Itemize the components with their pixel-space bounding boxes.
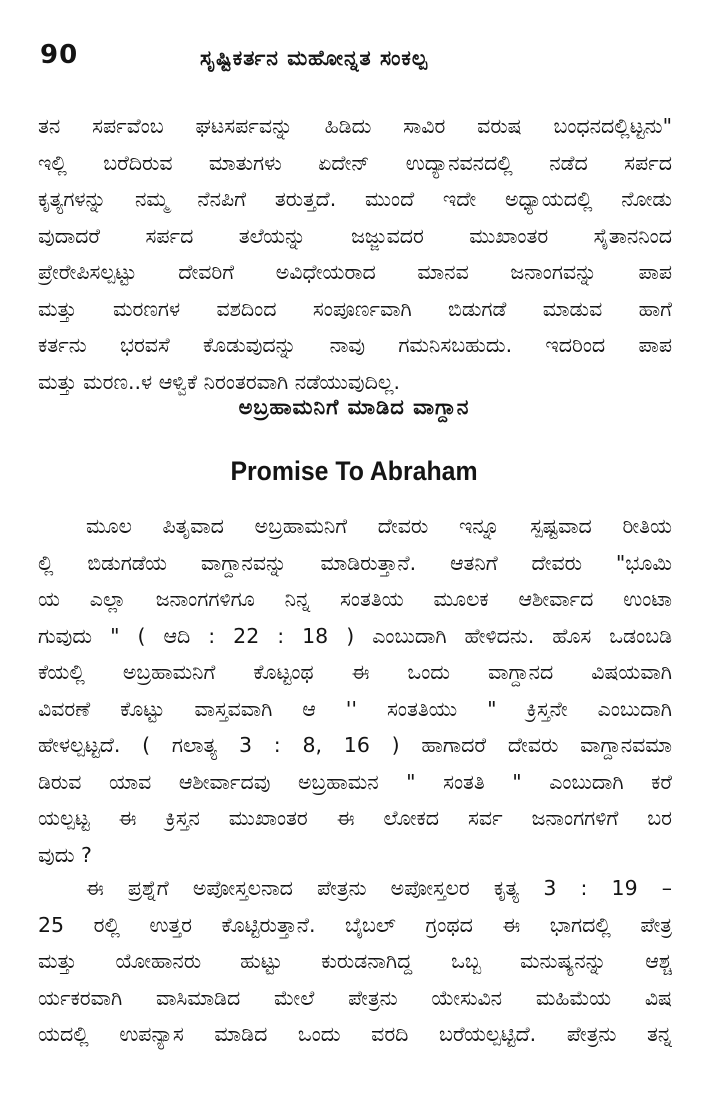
text-line: ಹೇಳಲ್ಪಟ್ಟದೆ. ( ಗಲಾತ್ಯ 3 : 8, 16 ) ಹಾಗಾದರೆ ದೇವರು ವಾಗ್ದಾನವಮಾ (38, 733, 672, 757)
text-line: ಈ ಪ್ರಶ್ನೆಗೆ ಅಪೋಸ್ತಲನಾದ ಪೇತ್ರನು ಅಪೋಸ್ತಲರ ಕೃತ್ಯ 3 : 19 – (86, 876, 672, 900)
text-line: ರ್ಯಕರವಾಗಿ ವಾಸಿಮಾಡಿದ ಮೇಲೆ ಪೇತ್ರನು ಯೇಸುವಿನ ಮಹಿಮೆಯ ವಿಷ (38, 985, 672, 1010)
section-heading-kannada: ಅಬ್ರಹಾಮನಿಗೆ ಮಾಡಿದ ವಾಗ್ದಾನ (238, 395, 470, 419)
text-line: ಯ ಎಲ್ಲಾ ಜನಾಂಗಗಳಿಗೂ ನಿನ್ನ ಸಂತತಿಯ ಮೂಲಕ ಆಶೀರ್ವಾದ ಉಂಟಾ (38, 587, 672, 611)
running-title: ಸೃಷ್ಟಿಕರ್ತನ ಮಹೋನ್ನತ ಸಂಕಲ್ಪ (200, 46, 429, 70)
text-line: ಡಿರುವ ಯಾವ ಆಶೀರ್ವಾದವು ಅಬ್ರಹಾಮನ " ಸಂತತಿ " ಎಂಬುದಾಗಿ ಕರೆ (38, 769, 672, 794)
text-line: ಗುವುದು " ( ಆದಿ : 22 : 18 ) ಎಂಬುದಾಗಿ ಹೇಳಿದನು. ಹೊಸ ಒಡಂಬಡಿ (38, 623, 672, 648)
page-number: 90 (40, 40, 79, 70)
text-line: ಕರ್ತನು ಭರವಸೆ ಕೊಡುವುದನ್ನು ನಾವು ಗಮನಿಸಬಹುದು. ಇದರಿಂದ ಪಾಪ (38, 333, 672, 357)
text-line: ಮತ್ತು ಯೋಹಾನರು ಹುಟ್ಟು ಕುರುಡನಾಗಿದ್ದ ಒಬ್ಬ ಮನುಷ್ಯನನ್ನು ಆಶ್ಚ (38, 949, 672, 973)
paragraph-1 (38, 108, 672, 400)
text-line: ಯಲ್ಪಟ್ಟ ಈ ಕ್ರಿಸ್ತನ ಮುಖಾಂತರ ಈ ಲೋಕದ ಸರ್ವ ಜನಾಂಗಗಳಿಗೆ ಬರ (38, 806, 672, 830)
paragraph-3 (38, 870, 672, 1053)
text-line: ತನ ಸರ್ಪವೆಂಬ ಘಟಸರ್ಪವನ್ನು ಹಿಡಿದು ಸಾವಿರ ವರುಷ ಬಂಧನದಲ್ಲಿಟ್ಟನು" (38, 114, 672, 138)
page-header (40, 40, 670, 80)
paragraph-2 (38, 508, 672, 873)
text-line: 25 ರಲ್ಲಿ ಉತ್ತರ ಕೊಟ್ಟಿರುತ್ತಾನೆ. ಬೈಬಲ್ ಗ್ರಂಥದ ಈ ಭಾಗದಲ್ಲಿ ಪೇತ್ರ (38, 912, 672, 937)
text-line: ಮತ್ತು ಮರಣಗಳ ವಶದಿಂದ ಸಂಪೂರ್ಣವಾಗಿ ಬಿಡುಗಡೆ ಮಾಡುವ ಹಾಗೆ (38, 296, 672, 321)
text-line: ವುದಾದರೆ ಸರ್ಪದ ತಲೆಯನ್ನು ಜಜ್ಜುವದರ ಮುಖಾಂತರ ಸೈತಾನನಿಂದ (38, 223, 672, 248)
text-line: ಕೃತ್ಯಗಳನ್ನು ನಮ್ಮ ನೆನಪಿಗೆ ತರುತ್ತದೆ. ಮುಂದೆ ಇದೇ ಅಧ್ಯಾಯದಲ್ಲಿ ನೋಡು (38, 187, 672, 211)
text-line: ವಿವರಣೆ ಕೊಟ್ಟು ವಾಸ್ತವವಾಗಿ ಆ '' ಸಂತತಿಯು " ಕ್ರಿಸ್ತನೇ ಎಂಬುದಾಗಿ (38, 696, 672, 721)
section-heading-english: Promise To Abraham (230, 456, 478, 486)
text-line: ಪ್ರೇರೇಪಿಸಲ್ಪಟ್ಟು ದೇವರಿಗೆ ಅವಿಧೇಯರಾದ ಮಾನವ ಜನಾಂಗವನ್ನು ಪಾಪ (38, 260, 672, 284)
text-line: ಯದಲ್ಲಿ ಉಪನ್ಯಾಸ ಮಾಡಿದ ಒಂದು ವರದಿ ಬರೆಯಲ್ಪಟ್ಟಿದೆ. ಪೇತ್ರನು ತನ್ನ (38, 1022, 672, 1046)
text-line: ಲ್ಲಿ ಬಿಡುಗಡೆಯ ವಾಗ್ದಾನವನ್ನು ಮಾಡಿರುತ್ತಾನೆ. ಆತನಿಗೆ ದೇವರು "ಭೂಮಿ (38, 550, 672, 575)
text-line: ಕೆಯಲ್ಲಿ ಅಬ್ರಹಾಮನಿಗೆ ಕೊಟ್ಟಂಥ ಈ ಒಂದು ವಾಗ್ದಾನದ ವಿಷಯವಾಗಿ (38, 660, 672, 684)
text-line: ಮೂಲ ಪಿತೃವಾದ ಅಬ್ರಹಾಮನಿಗೆ ದೇವರು ಇನ್ನೂ ಸ್ಪಷ್ಟವಾದ ರೀತಿಯ (86, 514, 672, 538)
text-line: ಇಲ್ಲಿ ಬರೆದಿರುವ ಮಾತುಗಳು ಏದೇನ್ ಉದ್ಯಾನವನದಲ್ಲಿ ನಡೆದ ಸರ್ಪದ (38, 150, 672, 175)
text-line: ಮತ್ತು ಮರಣ..ಳ ಆಳ್ವಿಕೆ ನಿರಂತರವಾಗಿ ನಡೆಯುವುದಿಲ್ಲ. (38, 369, 401, 394)
text-line: ವುದು ? (38, 842, 92, 867)
